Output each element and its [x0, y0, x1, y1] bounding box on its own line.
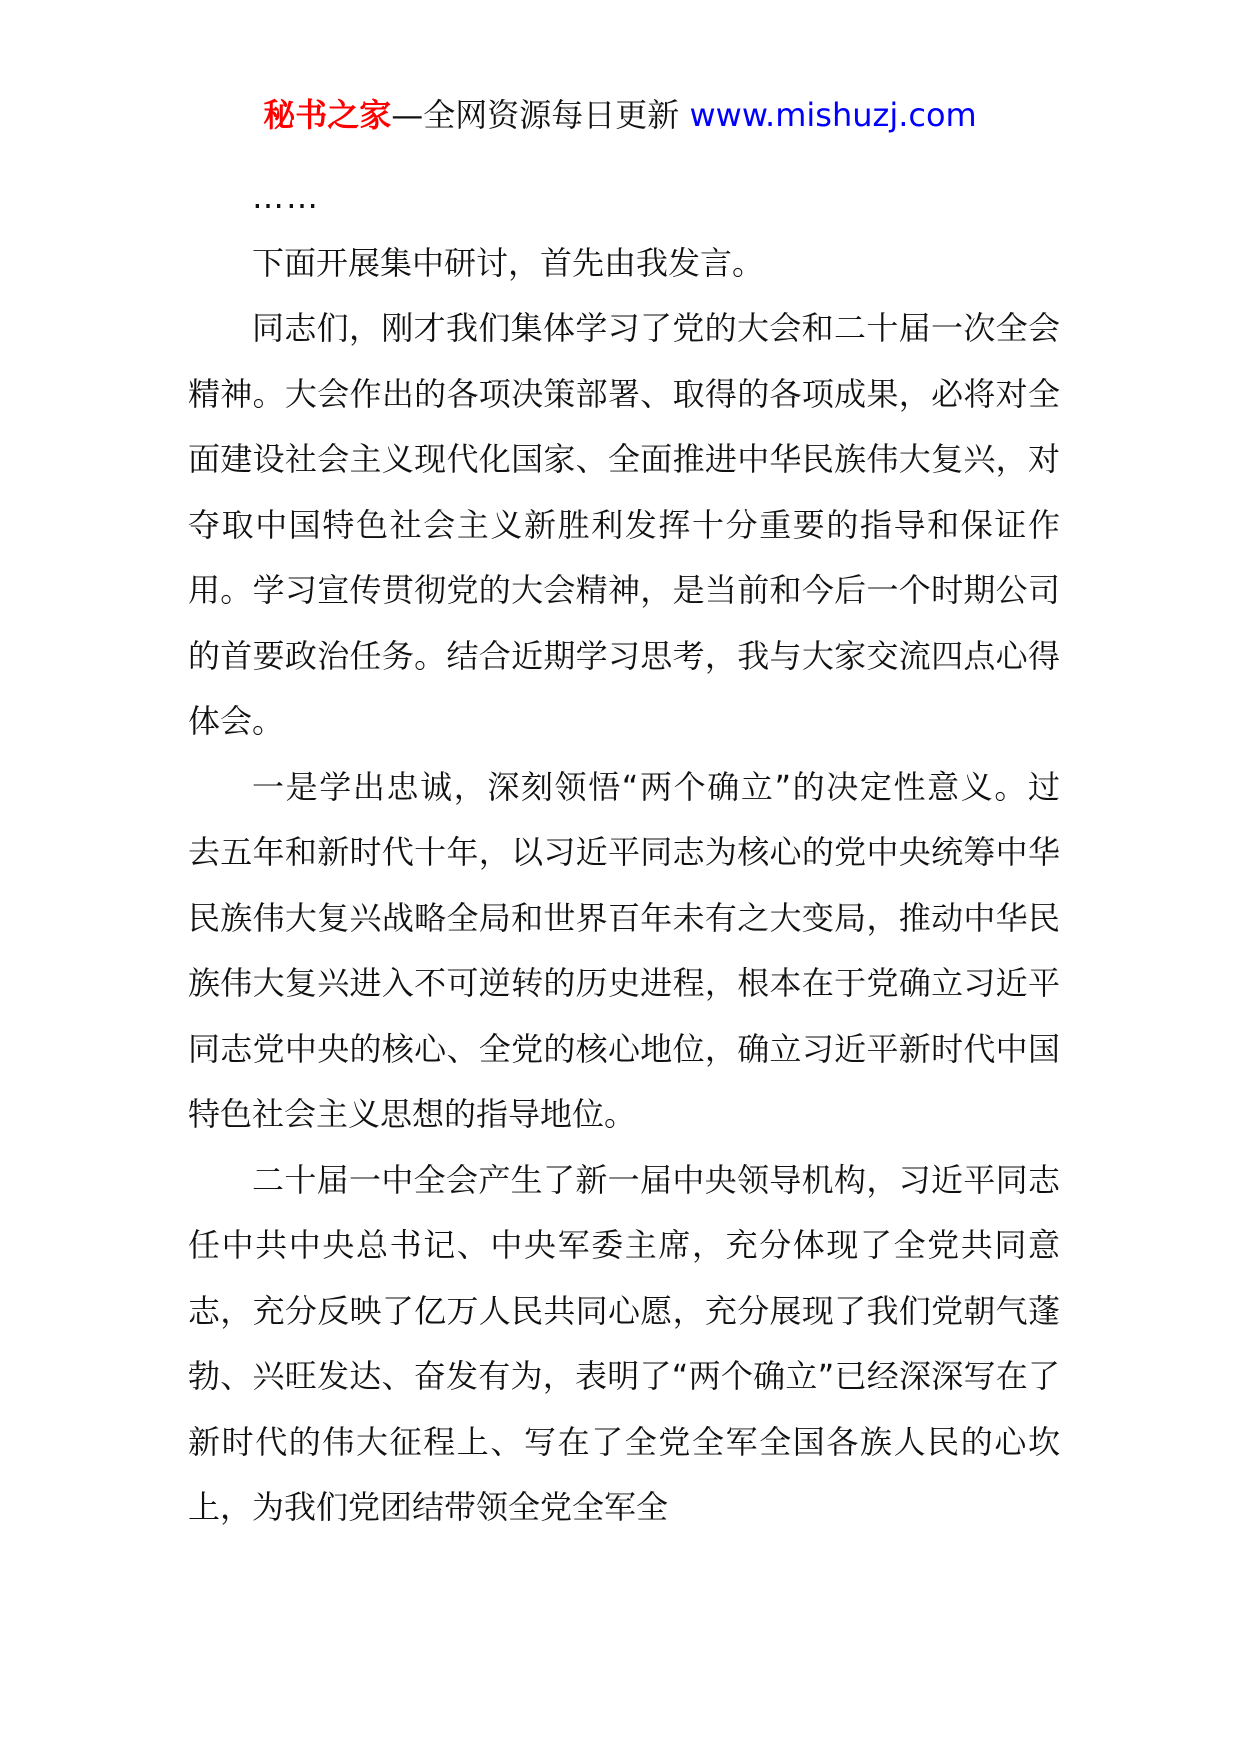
brand-name: 秘书之家	[263, 96, 392, 134]
point-one-text: 过去五年和新时代十年，以习近平同志为核心的党中央统筹中华民族伟大复兴战略全局和世界百年未有之大变局，推动中华民族伟大复兴进入不可逆转的历史进程，根本在于党确立习近平同志党中央的核心、全党的核心地位，确立习近平新时代中国特色社会主义思想的指导地位。	[188, 767, 1060, 1133]
intro-paragraph: 同志们，刚才我们集体学习了党的大会和二十届一次全会精神。大会作出的各项决策部署、取得的各项成果，必将对全面建设社会主义现代化国家、全面推进中华民族伟大复兴，对夺取中国特色社会主义新胜利发挥十分重要的指导和保证作用。学习宣传贯彻党的大会精神，是当前和今后一个时期公司的首要政治任务。结合近期学习思考，我与大家交流四点心得体会。	[188, 309, 1060, 740]
ellipsis-paragraph: ……	[252, 178, 320, 216]
header-tagline: —全网资源每日更新	[391, 96, 680, 134]
opening-paragraph: 下面开展集中研讨，首先由我发言。	[252, 243, 765, 282]
document-body	[188, 165, 1060, 1541]
site-url-link[interactable]: www.mishuzj.com	[689, 96, 977, 134]
page-header	[0, 95, 1240, 135]
plenary-paragraph: 二十届一中全会产生了新一届中央领导机构，习近平同志任中共中央总书记、中央军委主席，充分体现了全党共同意志，充分反映了亿万人民共同心愿，充分展现了我们党朝气蓬勃、兴旺发达、奋发有为，表明了“两个确立”已经深深写在了新时代的伟大征程上、写在了全党全军全国各族人民的心坎上，为我们党团结带领全党全军全	[188, 1160, 1060, 1526]
point-one-paragraph	[188, 755, 1060, 1148]
point-one-heading: 一是学出忠诚，深刻领悟“两个确立”的决定性意义。	[252, 767, 1028, 806]
